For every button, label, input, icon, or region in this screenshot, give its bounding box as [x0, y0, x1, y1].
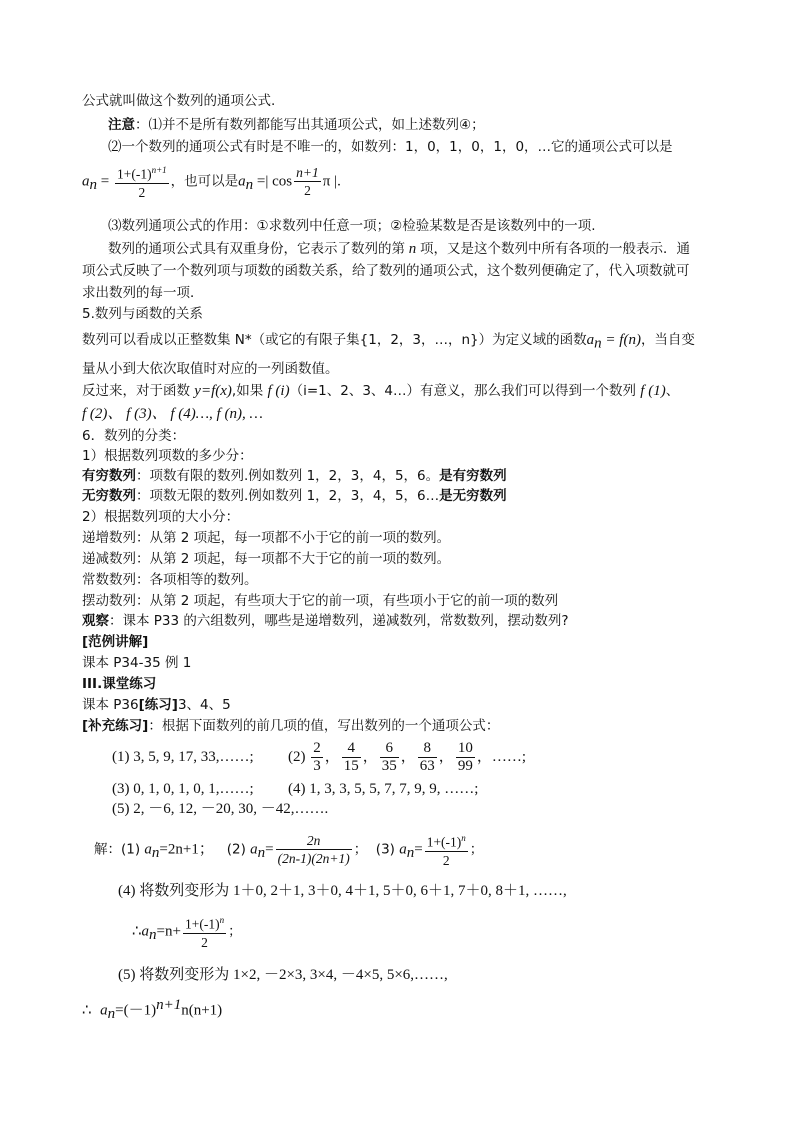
paragraph-text: 公式就叫做这个数列的通项公式.	[82, 93, 276, 109]
paragraph-var: n	[405, 241, 420, 257]
observe-text: ：课本 P33 的六组数列，哪些是递增数列，递减数列，常数数列，摆动数列?	[109, 613, 569, 629]
formula-sub: n	[406, 844, 415, 861]
fraction-den: 63	[419, 758, 435, 775]
section-title	[82, 633, 148, 651]
note-line	[108, 217, 596, 235]
question-text: (4) 1, 3, 3, 5, 5, 7, 7, 9, 9, ……;	[288, 781, 479, 797]
subheading-text: 1）根据数列项数的多少分：	[82, 448, 253, 464]
note-line	[108, 116, 485, 134]
text-line	[82, 467, 507, 485]
supplement-label: [补充练习]	[82, 718, 149, 734]
fraction-den: 2	[442, 852, 450, 868]
formula-sup: n+1	[156, 997, 182, 1013]
fraction-num: 2n	[276, 832, 352, 850]
text-line	[82, 508, 239, 526]
formula-text: f (2)、 f (3)、 f (4)…, f (n), …	[82, 406, 263, 422]
section-title-text: [范例讲解]	[82, 634, 149, 650]
fraction-den: 99	[457, 758, 473, 775]
fraction-num: 4	[342, 740, 361, 758]
fraction-den: 2	[201, 934, 208, 950]
question-5	[112, 800, 328, 818]
question-3	[112, 780, 254, 798]
paragraph-text: 课本 P34-35 例 1	[82, 655, 192, 671]
fraction	[418, 740, 437, 775]
supplement-text: ：根据下面数列的前几项的值，写出数列的一个通项公式：	[148, 718, 500, 734]
fraction	[342, 740, 361, 775]
question-1	[112, 748, 254, 766]
fraction-den: 15	[343, 758, 359, 775]
formula-var: a	[141, 923, 150, 940]
paragraph-text: 3、4、5	[177, 697, 231, 713]
paragraph-text: 项，又是这个数列中所有各项的一般表示．通	[420, 241, 690, 257]
num-text: 1+(-1)	[426, 834, 462, 850]
section-title	[82, 427, 185, 445]
fraction-separator: ，	[362, 749, 378, 765]
paragraph-text: ,如果	[231, 383, 268, 399]
question-text: (3) 0, 1, 0, 1, 0, 1,……;	[112, 781, 254, 797]
section-title-text: 5.数列与函数的关系	[82, 306, 203, 322]
practice-label: [练习]	[138, 697, 178, 713]
solution-text: (5) 将数列变形为 1×2, －2×3, 3×4, －4×5, 5×6,……,	[118, 967, 448, 983]
term-label: 无穷数列	[82, 488, 136, 504]
formula-var: f (1)	[640, 383, 666, 399]
fraction-separator: ，	[438, 749, 454, 765]
paragraph-text: ，当自变	[640, 332, 695, 348]
fraction-num	[115, 162, 169, 184]
text-line	[82, 592, 558, 610]
term-text: 摆动数列：从第 2 项起，有些项大于它的前一项，有些项小于它的前一项的数列	[82, 593, 559, 609]
paragraph-line	[82, 360, 339, 378]
paragraph-line	[82, 262, 690, 280]
num-sup: n+1	[151, 165, 167, 175]
solution-4-result	[132, 912, 242, 954]
question-text: (5) 2, －6, 12, －20, 30, －42,…….	[112, 801, 329, 817]
fraction-num	[425, 830, 468, 852]
num-sup: n	[461, 833, 466, 843]
solution-4	[118, 882, 567, 900]
fraction	[425, 830, 468, 869]
solution-text: (4) 将数列变形为 1＋0, 2＋1, 3＋0, 4＋1, 5＋0, 6＋1, 7＋0, 8＋1, ……,	[118, 883, 567, 899]
fraction	[294, 164, 321, 199]
paragraph-text: 求出数列的每一项．	[82, 285, 204, 301]
formula-line	[82, 162, 341, 204]
paragraph-text: 课本 P36	[82, 697, 139, 713]
formula-eq: = f(n)	[601, 332, 641, 348]
solution-5	[118, 966, 448, 984]
formula-var: a	[144, 841, 152, 858]
solution-label: 解：(1)	[94, 841, 141, 858]
formula-eq: =n+	[156, 923, 181, 940]
term-text: 常数数列：各项相等的数列。	[82, 572, 258, 588]
section-title-text: 6．数列的分类：	[82, 428, 186, 444]
note-text: ：⑴并不是所有数列都能写出其通项公式，如上述数列④；	[135, 117, 485, 133]
formula-var: a	[250, 841, 258, 858]
fraction-num: n+1	[296, 164, 319, 180]
num-text: 1+(-1)	[184, 916, 220, 932]
question-label: (2)	[288, 749, 306, 765]
formula-sub: n	[245, 176, 254, 193]
formula-var: a	[399, 841, 407, 858]
formula-var: f (i)	[267, 383, 290, 399]
question-text: (1) 3, 5, 9, 17, 33,……;	[112, 749, 254, 765]
fraction-separator: ，	[324, 749, 340, 765]
solution-5-result	[82, 996, 222, 1023]
text-line	[82, 487, 507, 505]
paragraph-text: 项公式反映了一个数列项与项数的函数关系，给了数列的通项公式，这个数列便确定了，代入项数就可	[82, 263, 690, 279]
observe-label: 观察	[82, 613, 109, 629]
term-tail: 是有穷数列	[439, 468, 507, 484]
formula-text: ；	[228, 923, 242, 940]
therefore-symbol: ∴	[82, 1002, 92, 1019]
formula-sub: n	[107, 1006, 116, 1023]
paragraph-text: 反过来，对于函数	[82, 383, 195, 399]
formula-eq: =(－1)	[115, 1002, 157, 1019]
formula-var: y=f(x)	[194, 383, 232, 399]
question-4	[288, 780, 478, 798]
fraction-den: (2n-1)(2n+1)	[277, 850, 350, 866]
paragraph-line	[108, 240, 690, 258]
num-sup: n	[219, 915, 225, 925]
fraction	[183, 912, 226, 951]
text-line	[82, 550, 450, 568]
text-line	[82, 612, 569, 630]
formula-text: n(n+1)	[181, 1002, 223, 1019]
fraction-den: 35	[381, 758, 397, 775]
formula-eq: =| cos	[253, 173, 293, 190]
formula-sub: n	[257, 844, 266, 861]
fraction-den: 3	[313, 758, 321, 775]
formula-text: π |.	[322, 173, 341, 190]
fraction-separator: ，	[400, 749, 416, 765]
fraction-num	[183, 912, 226, 934]
paragraph-text: 数列的通项公式具有双重身份，它表示了数列的第	[108, 241, 405, 257]
fraction	[276, 832, 352, 867]
term-text: 递减数列：从第 2 项起，每一项都不大于它的前一项的数列。	[82, 551, 451, 567]
fraction	[456, 740, 475, 775]
note-label: 注意	[108, 117, 135, 133]
formula-sub: n	[151, 844, 160, 861]
text-line	[82, 571, 258, 589]
term-tail: 是无穷数列	[439, 488, 507, 504]
formula-var: a	[586, 332, 595, 348]
fraction	[380, 740, 399, 775]
fraction	[311, 740, 323, 775]
fraction-num: 2	[313, 740, 321, 757]
text-line	[82, 717, 499, 735]
fraction-list	[309, 740, 477, 775]
formula-text: ；	[353, 841, 368, 858]
fraction-den: 2	[304, 182, 311, 198]
question-2	[288, 738, 526, 776]
note-line	[108, 138, 673, 156]
solution-line	[94, 830, 483, 872]
section-title-text: III.课堂练习	[82, 676, 157, 692]
section-title	[82, 675, 156, 693]
num-text: 1+(-1)	[116, 166, 152, 182]
therefore-symbol: ∴	[132, 923, 142, 940]
fraction-num: 10	[457, 740, 473, 757]
formula-eq: =	[97, 173, 113, 190]
term-text: ：项数无限的数列.例如数列 1，2，3，4，5，6…	[136, 488, 440, 504]
paragraph-text: 量从小到大依次取值时对应的一列函数值。	[82, 361, 339, 377]
term-label: 有穷数列	[82, 468, 136, 484]
formula-var: a	[238, 173, 246, 190]
paragraph-line	[82, 382, 679, 400]
solution-label: (2)	[226, 841, 246, 858]
fraction-num: 8	[418, 740, 437, 758]
paragraph-text: （i=1、2、3、4…）有意义，那么我们可以得到一个数列	[289, 383, 641, 399]
fraction-den: 2	[138, 184, 146, 200]
paragraph-line	[82, 331, 695, 353]
note-text: ⑵一个数列的通项公式有时是不唯一的，如数列：1，0，1，0，1，0，…它的通项公式可以是	[108, 139, 673, 155]
term-text: ：项数有限的数列.例如数列 1，2，3，4，5，6。	[136, 468, 440, 484]
formula-eq: =	[414, 841, 423, 858]
text-line	[82, 654, 191, 672]
text-line	[82, 447, 253, 465]
text-line	[82, 696, 231, 714]
paragraph-line	[82, 405, 263, 423]
formula-sub: n	[149, 926, 157, 943]
section-title	[82, 305, 203, 323]
text-line	[82, 92, 275, 110]
formula-eq: =	[265, 841, 274, 858]
solution-label: (3)	[375, 841, 395, 858]
formula-var: a	[100, 1002, 108, 1019]
formula-sub: n	[594, 335, 602, 352]
formula-sub: n	[89, 176, 97, 193]
formula-text: =2n+1；	[159, 841, 214, 858]
text-line	[82, 529, 450, 547]
paragraph-text: 、	[665, 383, 680, 399]
note-text: ⑶数列通项公式的作用：①求数列中任意一项；②检验某数是否是该数列中的一项.	[108, 218, 596, 234]
formula-text: ；	[469, 841, 484, 858]
fraction	[115, 162, 169, 201]
subheading-text: 2）根据数列项的大小分：	[82, 509, 240, 525]
paragraph-text: 数列可以看成以正整数集 N*（或它的有限子集{1，2，3，…，n}）为定义域的函数	[82, 332, 587, 348]
formula-text: ，也可以是	[170, 173, 239, 190]
term-text: 递增数列：从第 2 项起，每一项都不小于它的前一项的数列。	[82, 530, 451, 546]
paragraph-line	[82, 284, 204, 302]
fraction-num: 6	[380, 740, 399, 758]
formula-var: a	[82, 173, 90, 190]
question-text: ，……;	[476, 749, 526, 765]
